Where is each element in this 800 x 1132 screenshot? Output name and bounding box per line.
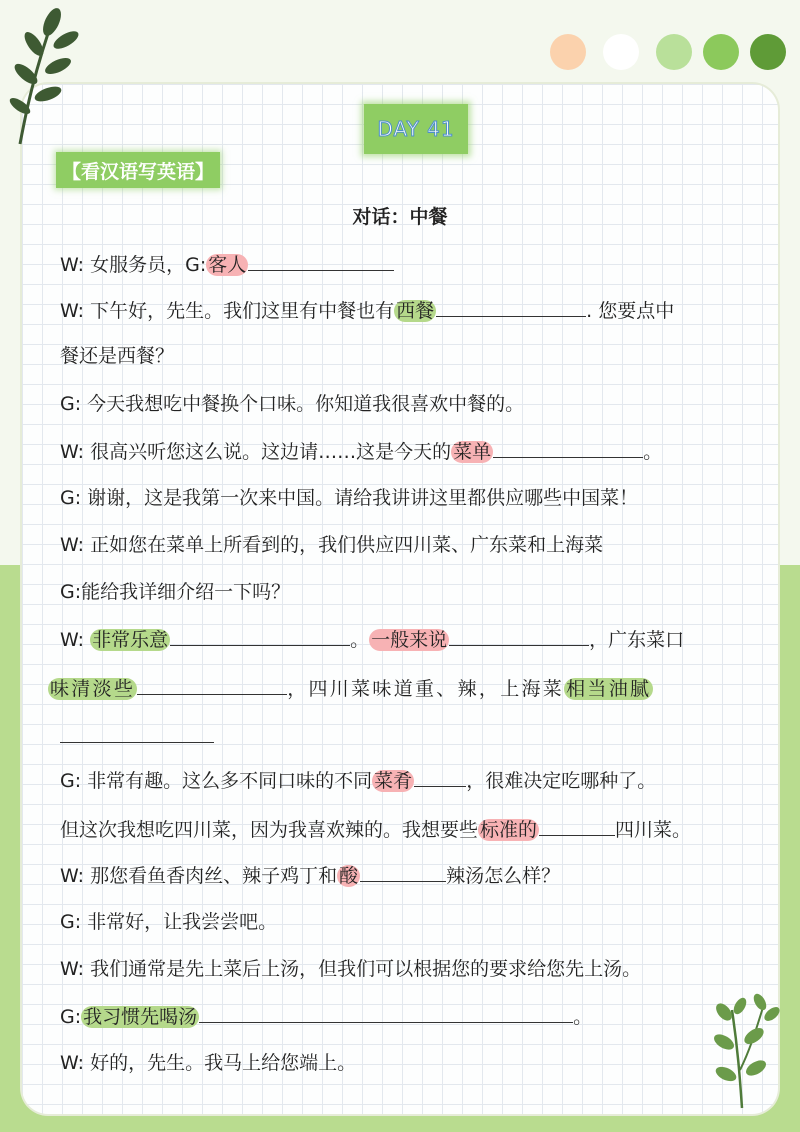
dialogue-line: G:能给我详细介绍一下吗？: [60, 581, 291, 603]
answer-blank: [436, 296, 586, 317]
dialogue-line: [60, 722, 214, 751]
dialogue-line: G: 谢谢，这是我第一次来中国。请给我讲讲这里都供应哪些中国菜！: [60, 487, 639, 509]
decor-dot-dark-green: [750, 34, 786, 70]
day-badge: DAY 41: [364, 104, 468, 154]
dialogue-line: 餐还是西餐？: [60, 345, 175, 367]
vocab-highlight: 标准的: [480, 819, 538, 841]
decor-dot-light-green: [656, 34, 692, 70]
answer-blank: [414, 766, 466, 787]
dialogue-line: W: 那您看鱼香肉丝、辣子鸡丁和 酸 辣汤怎么样？: [60, 861, 560, 890]
decor-dot-white: [603, 34, 639, 70]
answer-blank: [199, 1002, 573, 1023]
answer-blank: [248, 250, 394, 271]
vocab-highlight: 菜单: [453, 441, 492, 463]
section-tag: 【看汉语写英语】: [56, 152, 220, 188]
dialogue-line: W: 很高兴听您这么说。这边请……这是今天的 菜单 。: [60, 437, 662, 466]
answer-blank: [493, 437, 643, 458]
leaf-branch-icon: [6, 2, 86, 152]
dialogue-title: 对话：中餐: [352, 206, 448, 228]
vocab-highlight: 菜肴: [374, 770, 413, 792]
dialogue-line: 味清淡些 ，四川菜味道重、辣，上海菜 相当油腻: [48, 674, 653, 703]
dialogue-line: W: 女服务员，G: 客人: [60, 250, 394, 279]
vocab-highlight: 我习惯先喝汤: [83, 1006, 198, 1028]
decor-dot-green: [703, 34, 739, 70]
dialogue-line: G: 今天我想吃中餐换个口味。你知道我很喜欢中餐的。: [60, 393, 525, 415]
dialogue-line: W: 我们通常是先上菜后上汤，但我们可以根据您的要求给您先上汤。: [60, 958, 642, 980]
answer-blank: [137, 674, 287, 695]
dialogue-line: W: 非常乐意 。 一般来说 ，广东菜口: [60, 625, 684, 654]
dialogue-line: G: 非常好，让我尝尝吧。: [60, 911, 278, 933]
vocab-highlight: 西餐: [396, 300, 435, 322]
vocab-highlight: 相当油腻: [566, 678, 652, 700]
dialogue-line: G: 非常有趣。这么多不同口味的不同 菜肴 ，很难决定吃哪种了。: [60, 766, 656, 795]
vocab-highlight: 非常乐意: [92, 629, 169, 651]
answer-blank: [360, 861, 446, 882]
dialogue-line: 但这次我想吃四川菜，因为我喜欢辣的。我想要些 标准的 四川菜。: [60, 815, 691, 844]
dialogue-line: W: 好的，先生。我马上给您端上。: [60, 1052, 357, 1074]
answer-blank: [539, 815, 615, 836]
decor-dot-peach: [550, 34, 586, 70]
dialogue-line: G: 我习惯先喝汤 。: [60, 1002, 592, 1031]
dialogue-line: W: 下午好，先生。我们这里有中餐也有 西餐 . 您要点中: [60, 296, 674, 325]
answer-blank: [170, 625, 350, 646]
answer-blank: [60, 722, 214, 743]
vocab-highlight: 酸: [339, 865, 359, 887]
vocab-highlight: 味清淡些: [50, 678, 136, 700]
vocab-highlight: 客人: [208, 254, 247, 276]
vocab-highlight: 一般来说: [371, 629, 448, 651]
answer-blank: [449, 625, 589, 646]
sprout-plant-icon: [694, 990, 784, 1110]
dialogue-line: W: 正如您在菜单上所看到的，我们供应四川菜、广东菜和上海菜: [60, 534, 604, 556]
